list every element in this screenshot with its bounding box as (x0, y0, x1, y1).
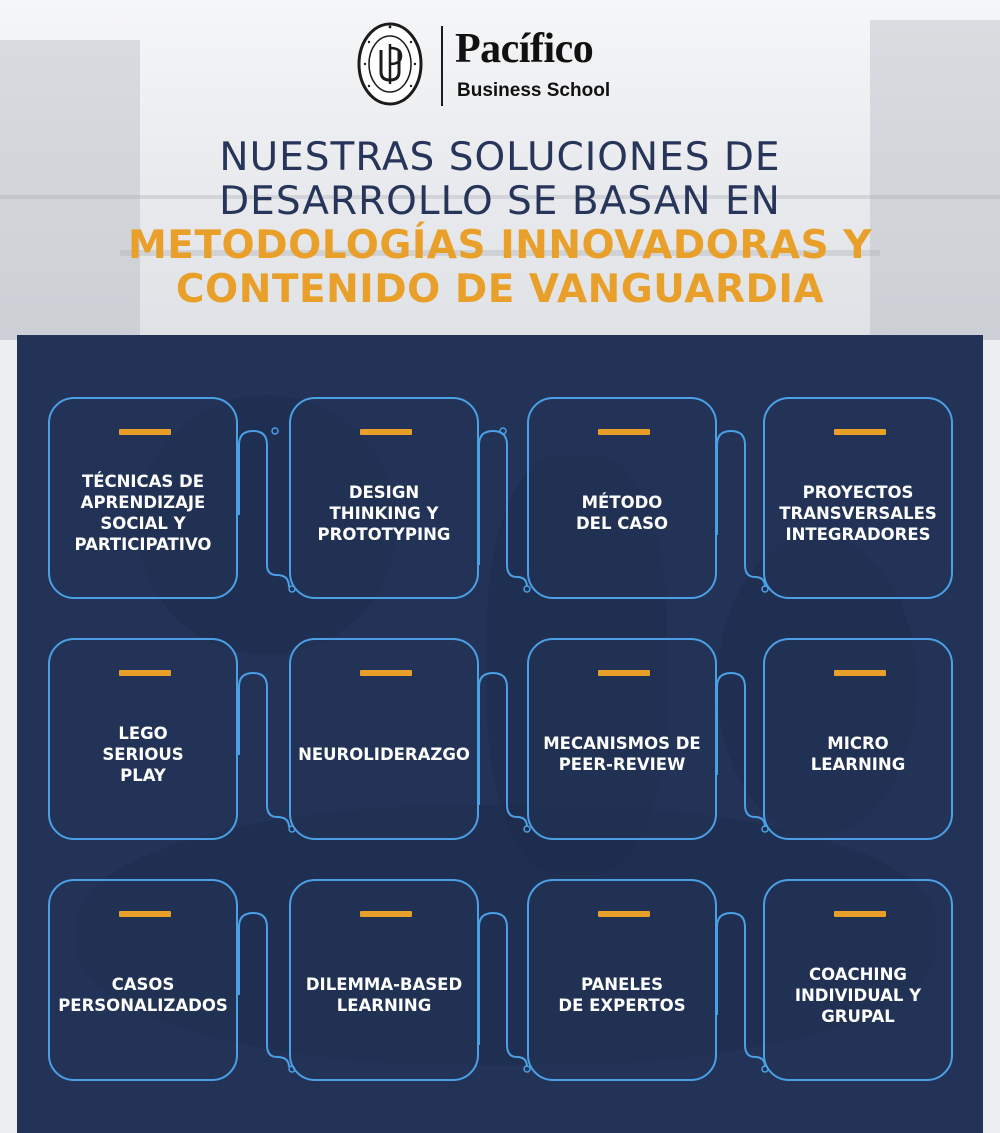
tile-label: LEGO SERIOUS PLAY (102, 723, 184, 785)
brand-subtitle: Business School (457, 80, 611, 101)
accent-bar (119, 429, 171, 435)
tile-coaching (763, 879, 953, 1081)
tile-label: MECANISMOS DE PEER-REVIEW (543, 734, 701, 774)
tile-metodo-caso (527, 397, 717, 599)
university-seal-logo (357, 22, 423, 106)
headline-line-4: CONTENIDO DE VANGUARDIA (175, 267, 825, 312)
accent-bar (834, 429, 886, 435)
accent-bar (598, 429, 650, 435)
logo-divider (441, 26, 443, 106)
accent-bar (360, 429, 412, 435)
tile-neuroliderazgo (289, 638, 479, 840)
methodologies-panel (17, 335, 983, 1133)
accent-bar (119, 911, 171, 917)
tile-peer-review (527, 638, 717, 840)
tile-lego-serious-play (48, 638, 238, 840)
accent-bar (119, 670, 171, 676)
tile-label: DILEMMA-BASED LEARNING (305, 975, 463, 1015)
tile-label: PANELES DE EXPERTOS (558, 975, 686, 1015)
tile-tecnicas-aprendizaje (48, 397, 238, 599)
tile-micro-learning (763, 638, 953, 840)
tile-design-thinking (289, 397, 479, 599)
headline-line-3: METODOLOGÍAS INNOVADORAS Y (128, 223, 872, 268)
accent-bar (834, 670, 886, 676)
tile-label: PROYECTOS TRANSVERSALES INTEGRADORES (779, 482, 937, 544)
tile-label: CASOS PERSONALIZADOS (58, 975, 228, 1015)
brand-name: Pacífico (455, 26, 594, 72)
tile-label: MÉTODO DEL CASO (575, 493, 668, 533)
tile-label: COACHING INDIVIDUAL Y GRUPAL (794, 964, 922, 1026)
accent-bar (834, 911, 886, 917)
headline-line-1: NUESTRAS SOLUCIONES DE (219, 135, 781, 180)
accent-bar (360, 911, 412, 917)
accent-bar (598, 911, 650, 917)
tile-label: TÉCNICAS DE APRENDIZAJE SOCIAL Y PARTICIPATIVO (74, 472, 212, 554)
headline-line-2: DESARROLLO SE BASAN EN (219, 179, 781, 224)
tile-label: NEUROLIDERAZGO (298, 744, 470, 764)
accent-bar (360, 670, 412, 676)
tile-dilemma-based (289, 879, 479, 1081)
tile-proyectos-transversales (763, 397, 953, 599)
tile-casos-personalizados (48, 879, 238, 1081)
tile-label: MICRO LEARNING (810, 734, 906, 774)
tile-paneles-expertos (527, 879, 717, 1081)
accent-bar (598, 670, 650, 676)
tile-label: DESIGN THINKING Y PROTOTYPING (317, 482, 451, 544)
headline (0, 136, 1000, 312)
